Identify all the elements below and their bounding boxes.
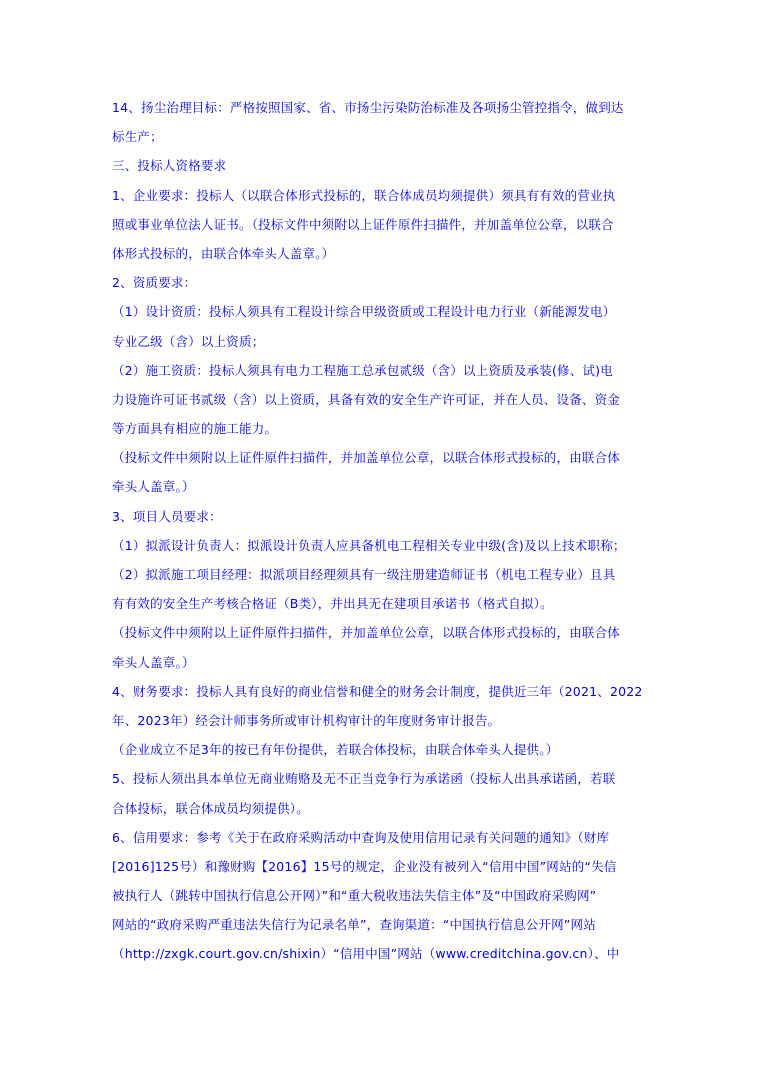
document-text-line: 有有效的安全生产考核合格证（B类），并出具无在建项目承诺书（格式自拟）。 [112,596,553,612]
document-text-line: 牵头人盖章。） [112,654,195,670]
document-text-line: 标生产； [112,129,163,145]
document-text-line: 14、扬尘治理目标：严格按照国家、省、市扬尘污染防治标准及各项扬尘管控指令，做到达 [112,100,624,115]
document-text-line: 6、信用要求：参考《关于在政府采购活动中查询及使用信用记录有关问题的通知》（财库 [112,829,610,845]
document-text-line: 照或事业单位法人证书。（投标文件中须附以上证件原件扫描件，并加盖单位公章，以联合 [112,216,614,232]
document-text-line: （http://zxgk.court.gov.cn/shixin）“信用中国”网站（www.creditchina.gov.cn）、中 [112,946,620,962]
document-text-line: （2）施工资质：投标人须具有电力工程施工总承包贰级（含）以上资质及承装(修、试)电 [112,362,613,378]
document-text-line: 被执行人（跳转中国执行信息公开网）”和“重大税收违法失信主体”及“中国政府采购网” [112,888,597,904]
document-text-line: （1）拟派设计负责人：拟派设计负责人应具备机电工程相关专业中级(含)及以上技术职称； [112,537,626,553]
document-text-line: 2、资质要求： [112,275,197,291]
document-text-line: 三、投标人资格要求 [112,158,227,174]
document-text-line: 1、企业要求：投标人（以联合体形式投标的，联合体成员均须提供）须具有有效的营业执 [112,187,616,203]
document-text-line: 体形式投标的，由联合体牵头人盖章。） [112,245,335,261]
document-body [112,93,646,969]
document-text-line: 3、项目人员要求： [112,508,222,524]
document-text-line: （投标文件中须附以上证件原件扫描件，并加盖单位公章，以联合体形式投标的，由联合体 [112,625,621,641]
document-text-line: [2016]125号）和豫财购【2016】15号的规定，企业没有被列入“信用中国”网站的“失信 [112,858,617,874]
document-text-line: 力设施许可证书贰级（含）以上资质，具备有效的安全生产许可证，并在人员、设备、资金 [112,391,621,407]
document-text-line: 合体投标，联合体成员均须提供）。 [112,800,309,816]
document-text-line: 5、投标人须出具本单位无商业贿赂及无不正当竞争行为承诺函（投标人出具承诺函，若联 [112,771,616,787]
document-text-line: 等方面具有相应的施工能力。 [112,421,278,437]
document-text-line: （1）设计资质：投标人须具有工程设计综合甲级资质或工程设计电力行业（新能源发电） [112,304,616,320]
document-text-line: 年、2023年）经会计师事务所或审计机构审计的年度财务审计报告。 [112,712,501,728]
document-text-line: （企业成立不足3年的按已有年份提供，若联合体投标，由联合体牵头人提供。） [112,742,559,758]
document-text-line: 牵头人盖章。） [112,479,195,495]
document-text-line: 专业乙级（含）以上资质； [112,333,265,349]
document-text-line: 4、财务要求：投标人具有良好的商业信誉和健全的财务会计制度，提供近三年（2021、2022 [112,683,643,699]
document-text-line: （2）拟派施工项目经理：拟派项目经理须具有一级注册建造师证书（机电工程专业）且具 [112,567,616,582]
document-text-line: 网站的“政府采购严重违法失信行为记录名单”，查询渠道：“中国执行信息公开网”网站 [112,917,596,933]
document-text-line: （投标文件中须附以上证件原件扫描件，并加盖单位公章，以联合体形式投标的，由联合体 [112,450,621,466]
